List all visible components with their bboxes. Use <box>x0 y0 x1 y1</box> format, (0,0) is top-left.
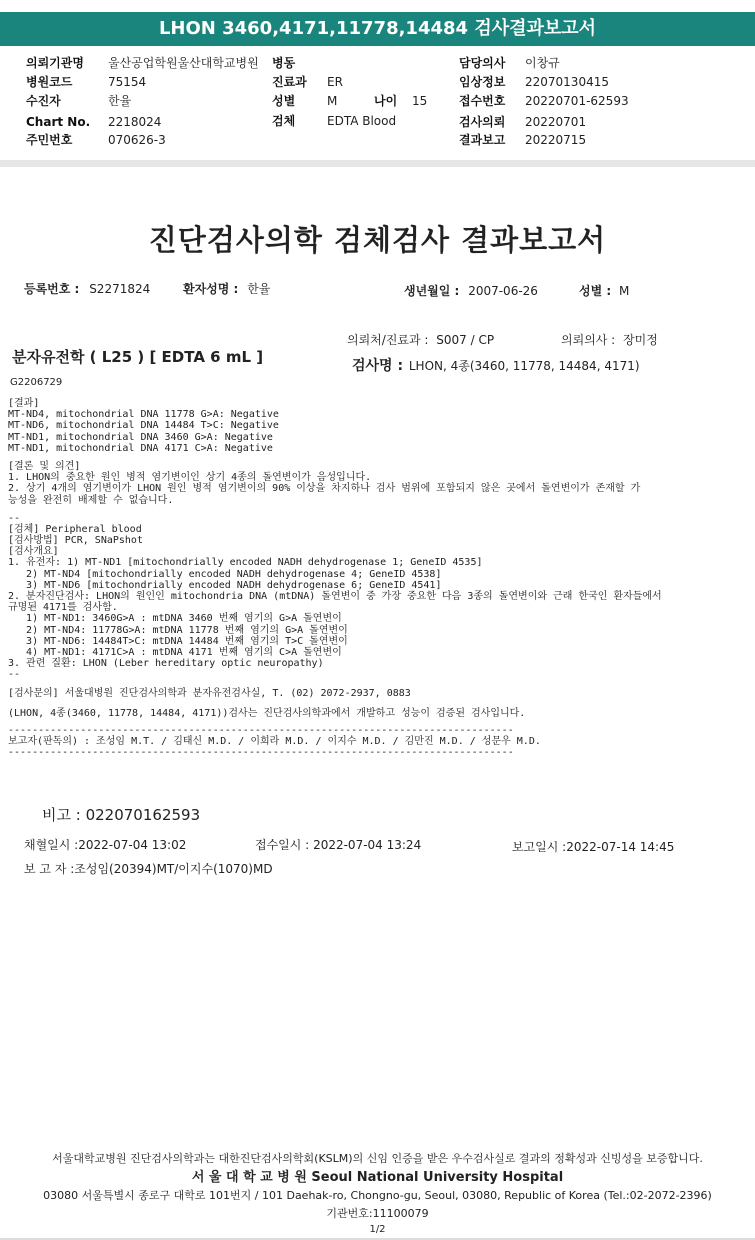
conclusion-line: 1. LHON의 중요한 원인 병적 염기변이인 상기 4종의 돌연변이가 음성입니다. <box>8 472 372 484</box>
header-label: 병원코드 <box>26 75 73 89</box>
header-value: 2218024 <box>108 115 162 129</box>
results-line: MT-ND6, mitochondrial DNA 14484 T>C: Negative <box>8 420 279 432</box>
info-line: 규명된 4171를 검사함. <box>8 602 118 614</box>
info-line: 2. 분자진단검사: LHON의 원인인 mitochondria DNA (mtDNA) 돌연변이 중 가장 중요한 다음 3종의 돌연변이와 근래 한국인 환자들에서 <box>8 591 662 602</box>
reporter-label: 보 고 자 : <box>24 862 75 876</box>
collection-datetime <box>24 836 186 853</box>
header-value: M <box>327 94 338 108</box>
hospital-address: 03080 서울특별시 종로구 대학로 101번지 / 101 Daehak-ro, Chongno-gu, Seoul, 03080, Republic of Korea (Tel.:02-2072-2396) <box>43 1189 712 1202</box>
sex-value: M <box>619 284 630 298</box>
sex-label: 성별 : <box>579 284 612 298</box>
info-line: 3) MT-ND6 [mitochondrially encoded NADH dehydrogenase 6; GeneID 4541] <box>8 579 442 591</box>
section-divider <box>0 160 755 167</box>
registration-number <box>24 280 150 297</box>
conclusion-line: 능성을 완전히 배제할 수 없습니다. <box>8 494 174 506</box>
conclusion-line: [결론 및 의견] <box>8 460 81 472</box>
test-info-section <box>8 513 753 699</box>
results-line: MT-ND4, mitochondrial DNA 11778 G>A: Negative <box>8 409 279 421</box>
header-value: 20220701-62593 <box>525 94 629 108</box>
remark-value: 022070162593 <box>85 806 201 824</box>
header-label: 병동 <box>272 56 296 70</box>
requesting-department <box>347 331 494 348</box>
header-label: 주민번호 <box>26 133 73 147</box>
certification-note: 서울대학교병원 진단검사의학과는 대한진단검사의학회(KSLM)의 신임 인증을 받은 우수검사실로 결과의 정확성과 신빙성을 보증합니다. <box>52 1152 703 1165</box>
header-label: 담당의사 <box>459 56 506 70</box>
dashed-rule: ------------------------------------------------------------------------------------ <box>8 747 514 759</box>
info-line: [검사문의] 서울대병원 진단검사의학과 분자유전검사실, T. (02) 2072-2937, 0883 <box>8 687 411 699</box>
info-line: [검사방법] PCR, SNaPshot <box>8 535 143 547</box>
results-line: MT-ND1, mitochondrial DNA 3460 G>A: Negative <box>8 431 273 443</box>
results-line: [결과] <box>8 398 40 409</box>
info-line: -- <box>8 512 21 524</box>
header-value: 75154 <box>108 75 147 89</box>
header-label: 수진자 <box>26 94 61 108</box>
report-datetime <box>512 838 674 855</box>
header-label: 나이 <box>374 94 398 108</box>
received-value: 2022-07-04 13:24 <box>313 838 422 852</box>
header-label: 검체 <box>272 114 296 128</box>
header-value: ER <box>327 75 343 89</box>
header-value: 15 <box>412 94 428 108</box>
info-line: [검사개요] <box>8 546 59 558</box>
dob-label: 생년월일 : <box>404 284 460 298</box>
report-body <box>8 398 753 758</box>
hospital-name: 서 울 대 학 교 병 원 Seoul National University Hospital <box>191 1170 564 1185</box>
doctor-label: 의뢰의사 : <box>561 333 616 347</box>
dashed-rule: ------------------------------------------------------------------------------------ <box>8 724 514 736</box>
patient-name-value: 한율 <box>247 282 271 296</box>
test-name-label: 검사명 : <box>352 358 404 374</box>
doctor-value: 장미정 <box>623 333 658 347</box>
test-name-value: LHON, 4종(3460, 11778, 14484, 4171) <box>408 359 640 373</box>
collected-value: 2022-07-04 13:02 <box>78 838 187 852</box>
header-label: 임상정보 <box>459 75 506 89</box>
received-label: 접수일시 : <box>255 838 310 852</box>
patient-name-label: 환자성명 : <box>183 282 239 296</box>
date-of-birth <box>404 282 538 299</box>
reporter-value: 조성임(20394)MT/이지수(1070)MD <box>74 862 273 876</box>
info-line: 1) MT-ND1: 3460G>A : mtDNA 3460 번째 염기의 G>A 돌연변이 <box>8 613 342 625</box>
remark-label: 비고 : <box>42 806 81 824</box>
header-label: 검사의뢰 <box>459 115 506 129</box>
header-value: 이창규 <box>525 56 560 70</box>
header-value: EDTA Blood <box>327 114 397 128</box>
header-label: Chart No. <box>26 115 91 129</box>
header-value: 070626-3 <box>108 133 166 147</box>
info-line: 3. 관련 질환: LHON (Leber hereditary optic neuropathy) <box>8 658 324 670</box>
header-value: 울산공업학원울산대학교병원 <box>108 56 259 70</box>
conclusion-section <box>8 461 753 506</box>
patient-sex <box>579 282 629 299</box>
header-value: 20220715 <box>525 133 587 147</box>
info-line: 1. 유전자: 1) MT-ND1 [mitochondrially encoded NADH dehydrogenase 1; GeneID 4535] <box>8 557 483 569</box>
institution-number: 기관번호:11100079 <box>326 1207 429 1220</box>
header-label: 결과보고 <box>459 133 506 147</box>
results-section <box>8 398 753 454</box>
header-value: 한율 <box>108 94 132 108</box>
report-title-bar: LHON 3460,4171,11778,14484 검사결과보고서 <box>0 12 755 46</box>
info-line: [검체] Peripheral blood <box>8 523 142 535</box>
header-value: 22070130415 <box>525 75 609 89</box>
header-label: 접수번호 <box>459 94 506 108</box>
requesting-doctor <box>561 331 658 348</box>
registration-label: 등록번호 : <box>24 282 80 296</box>
page-number: 1/2 <box>369 1224 386 1235</box>
conclusion-line: 2. 상기 4개의 염기변이가 LHON 원인 병적 염기변이의 90% 이상을 차지하나 검사 범위에 포함되지 않은 곳에서 돌연변이가 존재할 가 <box>8 483 641 495</box>
dept-value: S007 / CP <box>436 333 495 347</box>
results-line: MT-ND1, mitochondrial DNA 4171 C>A: Negative <box>8 442 273 454</box>
registration-value: S2271824 <box>89 282 151 296</box>
reporter <box>24 860 273 877</box>
info-line: 2) MT-ND4: 11778G>A: mtDNA 11778 번째 염기의 G>A 돌연변이 <box>8 624 348 636</box>
header-label: 진료과 <box>272 75 307 89</box>
info-line: 4) MT-ND1: 4171C>A : mtDNA 4171 번째 염기의 C>A 돌연변이 <box>8 646 342 658</box>
validation-note: (LHON, 4종(3460, 11778, 14484, 4171))검사는 진단검사의학과에서 개발하고 성능이 검증된 검사입니다. <box>8 707 526 719</box>
header-value: 20220701 <box>525 115 587 129</box>
info-line: 3) MT-ND6: 14484T>C: mtDNA 14484 번째 염기의 T>C 돌연변이 <box>8 635 348 647</box>
collected-label: 채혈일시 : <box>24 838 79 852</box>
specimen-id: G2206729 <box>10 377 63 388</box>
dept-label: 의뢰처/진료과 : <box>347 333 429 347</box>
report-doc-title: 진단검사의학 검체검사 결과보고서 <box>148 223 607 257</box>
dob-value: 2007-06-26 <box>468 284 538 298</box>
patient-name <box>183 280 270 297</box>
receipt-datetime <box>255 836 421 853</box>
header-label: 성별 <box>272 94 296 108</box>
section-heading: 분자유전학 ( L25 ) [ EDTA 6 mL ] <box>12 348 264 366</box>
remark <box>42 804 200 825</box>
reported-value: 2022-07-14 14:45 <box>566 840 675 854</box>
info-line: 2) MT-ND4 [mitochondrially encoded NADH dehydrogenase 4; GeneID 4538] <box>8 568 442 580</box>
header-label: 의뢰기관명 <box>26 56 84 70</box>
reporters-line: 보고자(판독의) : 조성임 M.T. / 김태신 M.D. / 이희라 M.D. / 이지수 M.D. / 김만진 M.D. / 성문우 M.D. <box>8 736 541 748</box>
reported-label: 보고일시 : <box>512 840 567 854</box>
info-line: -- <box>8 669 21 681</box>
test-name <box>352 355 640 375</box>
